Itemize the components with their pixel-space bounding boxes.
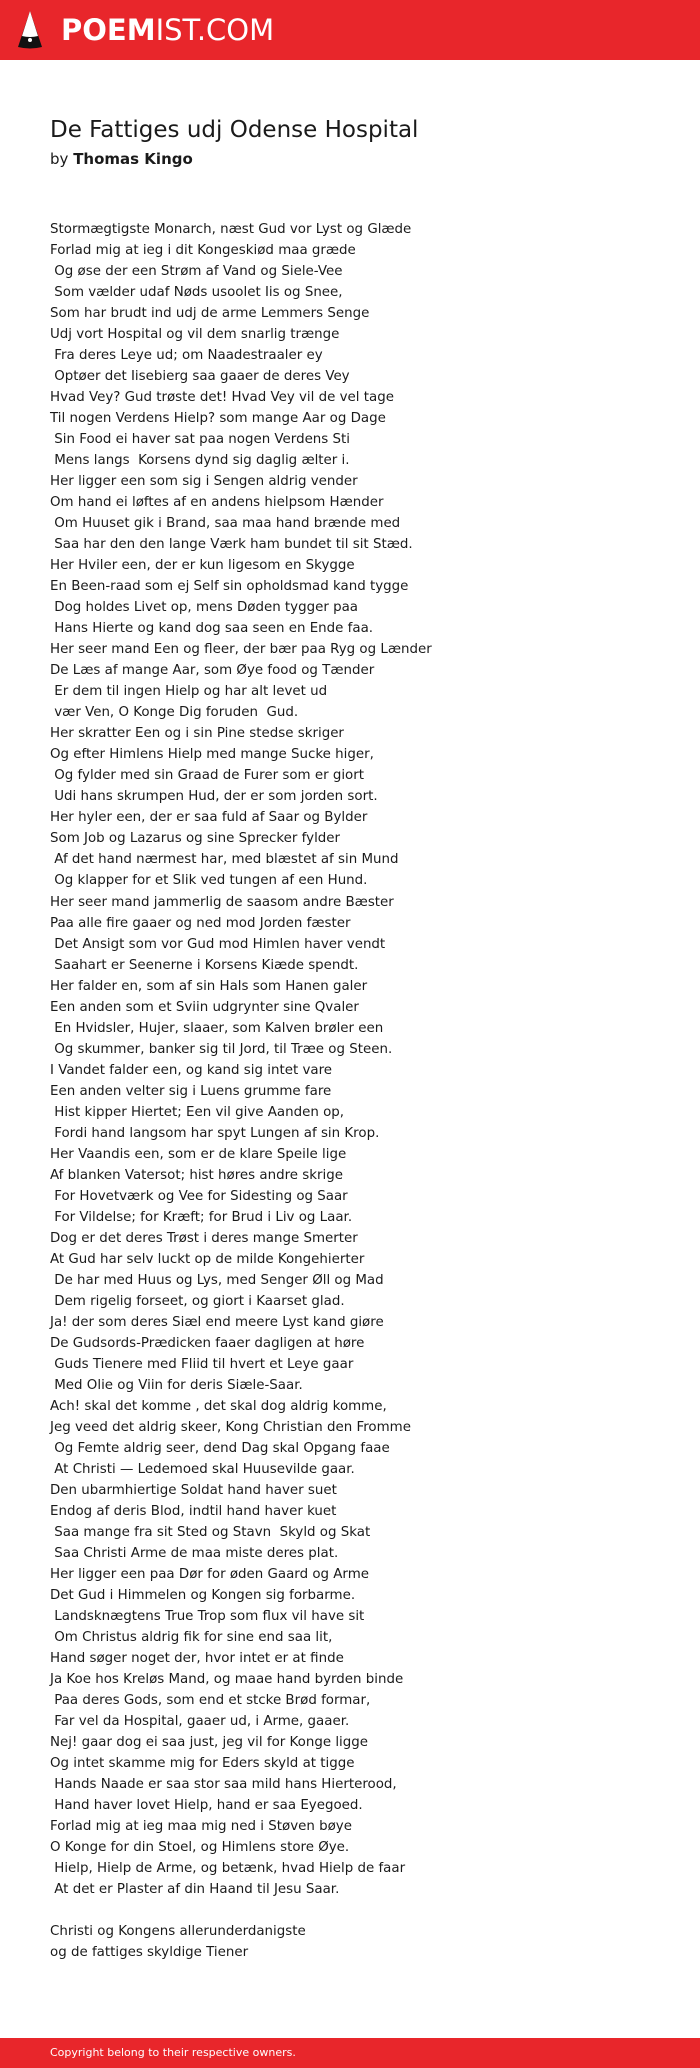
poem-line: Hand haver lovet Hielp, hand er saa Eyegoed. — [50, 1798, 363, 1814]
poem-line: Paa deres Gods, som end et stcke Brød formar, — [50, 1693, 371, 1709]
poem-line: Og skummer, banker sig til Jord, til Træe og Steen. — [50, 1041, 393, 1057]
poem-line: Af blanken Vatersot; hist høres andre skrige — [50, 1167, 343, 1183]
poem-line: Her ligger een paa Dør for øden Gaard og Arme — [50, 1567, 369, 1582]
poem-line: Den ubarmhiertige Soldat hand haver suet — [50, 1482, 337, 1498]
poem-line: Ach! skal det komme , det skal dog aldrig komme, — [50, 1398, 387, 1414]
poem-line: Dem rigelig forseet, og giort i Kaarset glad. — [50, 1293, 345, 1309]
poem-line: Udj vort Hospital og vil dem snarlig trænge — [50, 327, 340, 343]
poem-line: Saahart er Seenerne i Korsens Kiæde spendt. — [50, 957, 359, 973]
poem-line: Far vel da Hospital, gaaer ud, i Arme, gaaer. — [50, 1714, 350, 1730]
copyright-text: Copyright belong to their respective owners. — [50, 2046, 296, 2059]
poem-line: og de fattiges skyldige Tiener — [50, 1945, 249, 1961]
poem-line: Saa har den den lange Værk ham bundet til sit Stæd. — [50, 537, 413, 553]
poem-line: Her ligger een som sig i Sengen aldrig vender — [50, 474, 358, 490]
site-logo[interactable] — [61, 12, 274, 48]
poem-line: Hand søger noget der, hvor intet er at finde — [50, 1651, 344, 1667]
poem-line: For Hovetværk og Vee for Sidesting og Saar — [50, 1188, 348, 1204]
poem-line: Her seer mand jammerlig de saasom andre Bæster — [50, 894, 394, 910]
poem-line: De Gudsords-Prædicken faaer dagligen at høre — [50, 1335, 365, 1351]
poem-line: Og klapper for et Slik ved tungen af een Hund. — [50, 873, 368, 889]
logo-light-text: IST.COM — [155, 13, 275, 47]
poem-line: Her seer mand Een og fleer, der bær paa Ryg og Lænder — [50, 642, 432, 658]
poem-line: Her Vaandis een, som er de klare Speile lige — [50, 1146, 347, 1162]
poem-line: Her skratter Een og i sin Pine stedse skriger — [50, 726, 344, 742]
poem-line: De Læs af mange Aar, som Øye food og Tænder — [50, 663, 375, 679]
poem-line: Optøer det Iisebierg saa gaaer de deres Vey — [50, 369, 350, 385]
poem-line: Det Gud i Himmelen og Kongen sig forbarme. — [50, 1588, 356, 1604]
poem-line: Guds Tienere med Fliid til hvert et Leye gaar — [50, 1356, 354, 1372]
poem-author: Thomas Kingo — [73, 150, 193, 168]
poem-line: Nej! gaar dog ei saa just, jeg vil for Konge ligge — [50, 1735, 369, 1751]
poem-line: Om hand ei løftes af en andens hielpsom Hænder — [50, 495, 384, 511]
poem-line: Som Job og Lazarus og sine Sprecker fylder — [50, 831, 341, 847]
poem-line: En Been-raad som ej Self sin opholdsmad kand tygge — [50, 579, 409, 595]
poem-line: Det Ansigt som vor Gud mod Himlen haver vendt — [50, 936, 386, 952]
poem-line: Og fylder med sin Graad de Furer som er giort — [50, 768, 365, 784]
poem-line: Hands Naade er saa stor saa mild hans Hierterood, — [50, 1777, 397, 1793]
poem-line: Stormægtigste Monarch, næst Gud vor Lyst og Glæde — [50, 222, 412, 237]
poem-line: Mens langs Korsens dynd sig daglig ælter i. — [50, 453, 350, 469]
poem-line: Her Hviler een, der er kun ligesom en Skygge — [50, 558, 355, 574]
poem-line: De har med Huus og Lys, med Senger Øll og Mad — [50, 1272, 384, 1288]
poem-title: De Fattiges udj Odense Hospital — [50, 117, 419, 143]
poem-line: Een anden velter sig i Luens grumme fare — [50, 1083, 332, 1099]
poem-body — [50, 219, 432, 1963]
poem-line: Ja! der som deres Siæl end meere Lyst kand giøre — [50, 1314, 384, 1330]
poem-line: Her falder en, som af sin Hals som Hanen galer — [50, 978, 368, 994]
poem-line: Forlad mig at ieg maa mig ned i Støven bøye — [50, 1819, 352, 1835]
poem-line: At det er Plaster af din Haand til Jesu Saar. — [50, 1882, 340, 1898]
poem-line: Hvad Vey? Gud trøste det! Hvad Vey vil de vel tage — [50, 390, 394, 406]
poem-line: En Hvidsler, Hujer, slaaer, som Kalven brøler een — [50, 1020, 384, 1036]
poem-line: Fordi hand langsom har spyt Lungen af sin Krop. — [50, 1125, 380, 1141]
poem-line: Om Huuset gik i Brand, saa maa hand brænde med — [50, 516, 401, 532]
poem-line — [50, 1900, 432, 1921]
poem-line: Endog af deris Blod, indtil hand haver kuet — [50, 1503, 337, 1519]
poem-line: Udi hans skrumpen Hud, der er som jorden sort. — [50, 789, 378, 805]
poem-line: Af det hand nærmest har, med blæstet af sin Mund — [50, 852, 399, 868]
poem-line: Saa mange fra sit Sted og Stavn Skyld og Skat — [50, 1524, 371, 1540]
poem-line: Som vælder udaf Nøds usoolet Iis og Snee, — [50, 285, 343, 301]
poem-line: Hist kipper Hiertet; Een vil give Aanden op, — [50, 1104, 345, 1120]
logo-bold-text: POEM — [61, 13, 156, 47]
poem-line: Landsknægtens True Trop som flux vil have sit — [50, 1609, 365, 1625]
poem-line: Hielp, Hielp de Arme, og betænk, hvad Hielp de faar — [50, 1861, 406, 1877]
poem-line: At Gud har selv luckt op de milde Kongehierter — [50, 1251, 365, 1267]
poem-line: Her hyler een, der er saa fuld af Saar og Bylder — [50, 810, 368, 826]
poem-line: Sin Food ei haver sat paa nogen Verdens Sti — [50, 432, 350, 448]
poem-line: I Vandet falder een, og kand sig intet vare — [50, 1062, 333, 1078]
poem-line: Paa alle fire gaaer og ned mod Jorden fæster — [50, 915, 351, 931]
byline — [50, 148, 193, 170]
poem-line: Er dem til ingen Hielp og har alt levet ud — [50, 684, 328, 700]
poem-line: Dog holdes Livet op, mens Døden tygger paa — [50, 600, 359, 616]
poem-line: Som har brudt ind udj de arme Lemmers Senge — [50, 306, 370, 322]
poem-line: Hans Hierte og kand dog saa seen en Ende faa. — [50, 621, 374, 637]
poem-line: Til nogen Verdens Hielp? som mange Aar og Dage — [50, 411, 386, 427]
poem-line: For Vildelse; for Kræft; for Brud i Liv og Laar. — [50, 1209, 353, 1225]
poem-line: Dog er det deres Trøst i deres mange Smerter — [50, 1230, 358, 1246]
poem-line: vær Ven, O Konge Dig foruden Gud. — [50, 705, 299, 721]
poem-line: Og Femte aldrig seer, dend Dag skal Opgang faae — [50, 1440, 390, 1456]
site-footer — [0, 2038, 700, 2068]
poem-line: Ja Koe hos Kreløs Mand, og maae hand byrden binde — [50, 1672, 404, 1688]
poem-line: Saa Christi Arme de maa miste deres plat. — [50, 1545, 339, 1561]
pen-nib-icon[interactable] — [17, 10, 43, 50]
poem-line: Og intet skamme mig for Eders skyld at tigge — [50, 1756, 355, 1772]
by-label: by — [50, 150, 69, 168]
poem-line: O Konge for din Stoel, og Himlens store Øye. — [50, 1840, 350, 1856]
poem-line: Een anden som et Sviin udgrynter sine Qvaler — [50, 999, 359, 1015]
poem-line: Christi og Kongens allerunderdanigste — [50, 1924, 306, 1940]
poem-line: Om Christus aldrig fik for sine end saa lit, — [50, 1630, 333, 1646]
poem-line: Jeg veed det aldrig skeer, Kong Christian den Fromme — [50, 1419, 411, 1435]
poem-line: Og øse der een Strøm af Vand og Siele-Vee — [50, 264, 343, 280]
poem-line: Fra deres Leye ud; om Naadestraaler ey — [50, 348, 323, 364]
poem-line: Med Olie og Viin for deris Siæle-Saar. — [50, 1377, 303, 1393]
poem-line: Forlad mig at ieg i dit Kongeskiød maa græde — [50, 243, 356, 259]
site-header — [0, 0, 700, 60]
poem-line: At Christi — Ledemoed skal Huusevilde gaar. — [50, 1461, 355, 1477]
poem-line: Og efter Himlens Hielp med mange Sucke higer, — [50, 747, 374, 763]
